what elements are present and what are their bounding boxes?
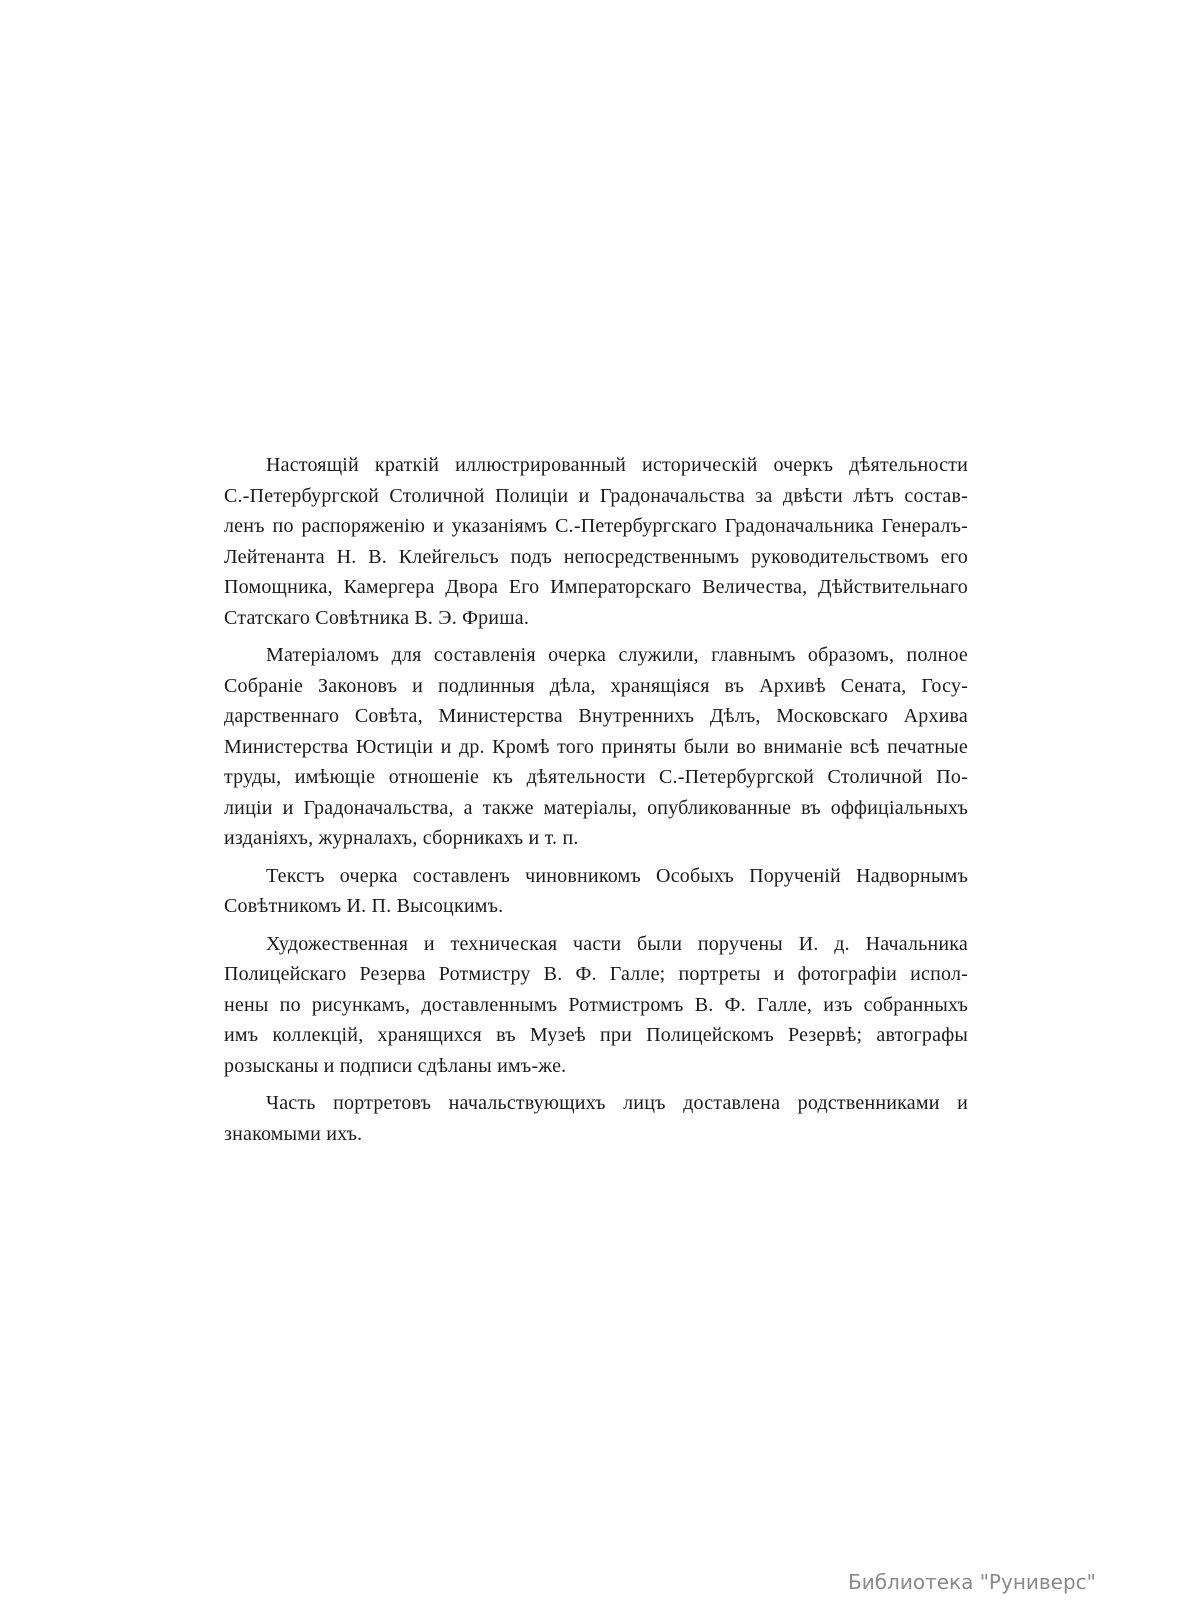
text-line: Собраніе Законовъ и подлинныя дѣла, хранящіяся въ Архивѣ Сената, Госу- [224, 674, 968, 697]
text-line: Статскаго Совѣтника В. Э. Фриша. [224, 606, 530, 629]
text-line: труды, имѣющіе отношеніе къ дѣятельности С.-Петербургской Столичной По- [224, 766, 968, 788]
text-line: Текстъ очерка составленъ чиновникомъ Особыхъ Порученій Надворнымъ [266, 864, 968, 887]
text-line: изданіяхъ, журналахъ, сборникахъ и т. п. [224, 827, 579, 849]
paragraph-4 [224, 929, 968, 1082]
text-line: знакомыми ихъ. [224, 1122, 363, 1145]
text-line: дарственнаго Совѣта, Министерства Внутреннихъ Дѣлъ, Московскаго Архива [224, 705, 968, 727]
text-line: Совѣтникомъ И. П. Высоцкимъ. [224, 895, 504, 917]
text-line: Художественная и техническая части были поручены И. д. Начальника [266, 932, 968, 955]
paragraph-2 [224, 640, 968, 854]
text-line: нены по рисункамъ, доставленнымъ Ротмистромъ В. Ф. Галле, изъ собранныхъ [224, 993, 968, 1016]
text-line: Помощника, Камергера Двора Его Императорскаго Величества, Дѣйствительнаго [224, 576, 968, 598]
body-text [224, 450, 968, 1156]
text-line: Министерства Юстиціи и др. Кромѣ того приняты были во вниманіе всѣ печатные [224, 735, 968, 758]
text-line: Настоящій краткій иллюстрированный историческій очеркъ дѣятельности [266, 454, 968, 476]
text-line: Часть портретовъ начальствующихъ лицъ доставлена родственниками и [266, 1092, 968, 1114]
text-line: ленъ по распоряженію и указаніямъ С.-Петербургскаго Градоначальника Генералъ- [224, 515, 968, 537]
text-line: имъ коллекцій, хранящихся въ Музеѣ при Полицейскомъ Резервѣ; автографы [224, 1024, 968, 1046]
text-line: розысканы и подписи сдѣланы имъ-же. [224, 1054, 567, 1077]
paragraph-5 [224, 1088, 968, 1149]
library-watermark: Библиотека "Руниверс" [848, 1570, 1096, 1594]
text-line: Матеріаломъ для составленія очерка служили, главнымъ образомъ, полное [266, 644, 968, 666]
paragraph-1 [224, 450, 968, 633]
text-line: Полицейскаго Резерва Ротмистру В. Ф. Галле; портреты и фотографіи испол- [224, 963, 968, 985]
text-line: Лейтенанта Н. В. Клейгельсъ подъ непосредственнымъ руководительствомъ его [224, 545, 968, 568]
paragraph-3 [224, 861, 968, 922]
text-line: С.-Петербургской Столичной Полиціи и Градоначальства за двѣсти лѣтъ состав- [224, 484, 968, 507]
text-line: лиціи и Градоначальства, а также матеріалы, опубликованные въ оффиціальныхъ [224, 796, 968, 819]
